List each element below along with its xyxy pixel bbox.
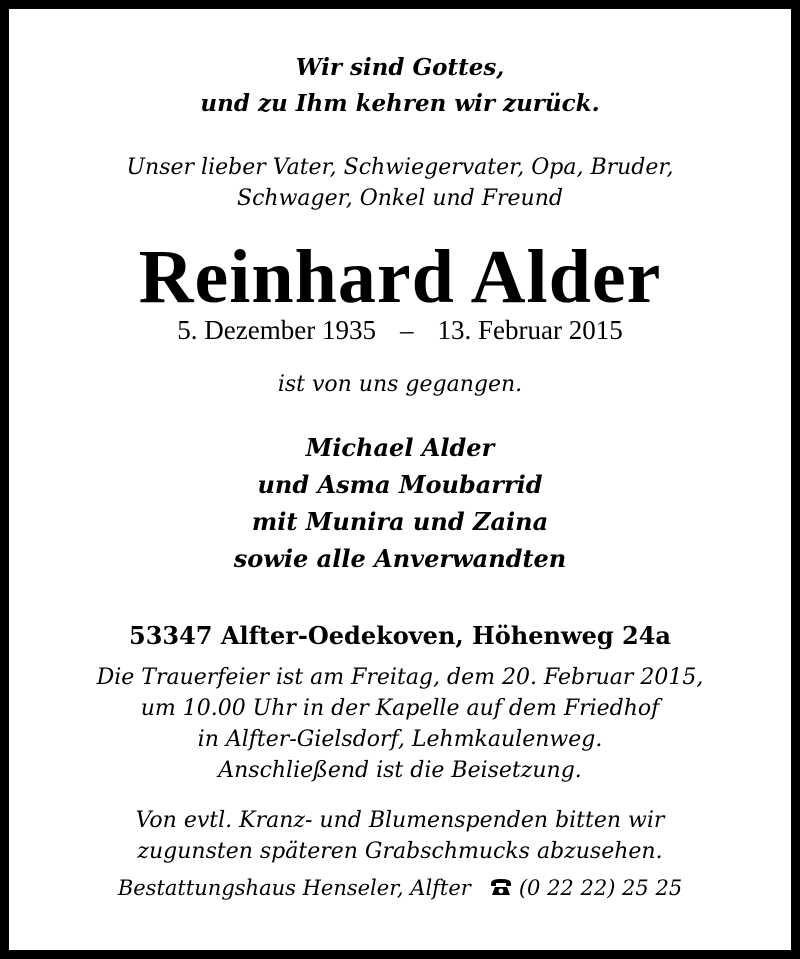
funeral-home-name: Bestattungshaus Henseler, Alfter	[117, 876, 471, 900]
life-dates	[9, 313, 791, 347]
motto-line-1: Wir sind Gottes,	[295, 54, 505, 81]
farewell-text: ist von uns gegangen.	[277, 372, 523, 397]
service-line: um 10.00 Uhr in der Kapelle auf dem Friedhof	[140, 696, 660, 721]
motto-line-2: und zu Ihm kehren wir zurück.	[200, 90, 600, 117]
mourner-line: mit Munira und Zaina	[251, 507, 549, 536]
date-separator: –	[399, 315, 414, 345]
intro-text	[9, 152, 791, 214]
mourners	[9, 429, 791, 577]
donation-line: zugunsten späteren Grabschmucks abzusehen.	[137, 839, 663, 864]
service-line: Die Trauerfeier ist am Freitag, dem 20. Februar 2015,	[96, 665, 704, 690]
service-line: Anschließend ist die Beisetzung.	[218, 758, 582, 783]
obituary-notice	[9, 9, 791, 950]
donation-request	[9, 805, 791, 867]
deceased-name: Reinhard Alder	[138, 235, 662, 319]
service-line: in Alfter-Gielsdorf, Lehmkaulenweg.	[197, 727, 603, 752]
motto	[9, 50, 791, 122]
family-address: 53347 Alfter-Oedekoven, Höhenweg 24a	[129, 621, 671, 650]
mourner-line: und Asma Moubarrid	[257, 470, 543, 499]
funeral-home	[9, 873, 791, 903]
funeral-home-phone: (0 22 22) 25 25	[518, 876, 683, 900]
intro-line-2: Schwager, Onkel und Freund	[237, 186, 563, 211]
mourner-line: sowie alle Anverwandten	[233, 544, 567, 573]
funeral-service-info	[9, 662, 791, 786]
birth-date: 5. Dezember 1935	[177, 315, 376, 345]
death-date: 13. Februar 2015	[437, 315, 623, 345]
telephone-icon	[489, 875, 513, 895]
intro-line-1: Unser lieber Vater, Schwiegervater, Opa, Bruder,	[126, 155, 674, 180]
donation-line: Von evtl. Kranz- und Blumenspenden bitten wir	[135, 808, 665, 833]
mourner-line: Michael Alder	[305, 433, 495, 462]
